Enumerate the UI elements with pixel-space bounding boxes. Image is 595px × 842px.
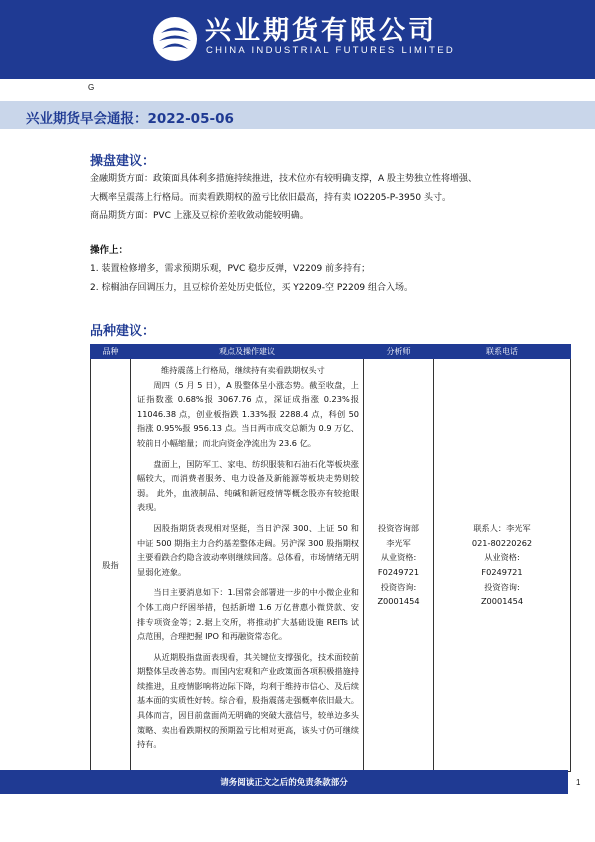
analyst-line: 投资咨询部	[378, 523, 419, 534]
contact-cell	[434, 359, 571, 772]
operation-item: 2. 棕榈油存回调压力，且豆棕价差处历史低位，买 Y2209-空 P2209 组合入场。	[90, 283, 414, 293]
analyst-line: F0249721	[377, 567, 420, 577]
contact-line: 投资咨询:	[484, 581, 520, 592]
variety-table	[90, 344, 571, 772]
page-number: 1	[576, 778, 581, 787]
analyst-line: Z0001454	[377, 596, 420, 607]
page-header	[0, 0, 595, 79]
view-cell	[131, 359, 364, 772]
company-logo-icon	[152, 16, 198, 62]
column-header: 品种	[91, 345, 131, 359]
company-name-en: CHINA INDUSTRIAL FUTURES LIMITED	[206, 45, 456, 56]
operation-paragraph: 金融期货方面：政策面具体利多措施持续推进，技术位亦有较明确支撑，A 股主势独立性将增强、	[90, 174, 478, 184]
footer-disclaimer: 请务阅读正文之后的免责条款部分	[220, 778, 348, 788]
view-headline: 维持震荡上行格局，继续持有卖看跌期权头寸	[161, 365, 325, 375]
column-header: 联系电话	[434, 345, 571, 359]
contact-line: 从业资格:	[484, 552, 520, 563]
operations-heading: 操作上：	[90, 245, 129, 256]
contact-line: 联系人：李光军	[473, 523, 531, 534]
table-header-row	[91, 345, 571, 359]
view-paragraph: 从近期股指盘面表现看，其关键位支撑强化，技术面较前期整体呈改善态势。而国内宏观和产业政策面各项积极措施持续推进，且疫情影响将边际下降，均利于维持市信心、及后续基本面的实质性好转。综合看，股指震荡走强概率依旧最大。具体而言，因目前盘面尚无明确的突破大涨信号，较单边多头策略、卖出看跌期权的预期盈亏比相对更高，该头寸仍可继续持有。	[137, 651, 359, 750]
operation-paragraph: 大概率呈震荡上行格局。而卖看跌期权的盈亏比依旧最高，持有卖 IO2205-P-3950 头寸。	[90, 193, 451, 203]
column-header: 观点及操作建议	[131, 345, 364, 359]
operation-section-title: 操盘建议：	[90, 154, 156, 169]
category-cell: 股指	[91, 359, 131, 772]
analyst-line: 李光军	[386, 537, 411, 548]
analyst-line: 从业资格:	[380, 552, 417, 563]
analyst-line: 投资咨询:	[380, 581, 417, 592]
column-header: 分析师	[364, 345, 434, 359]
contact-line: F0249721	[481, 567, 523, 577]
view-paragraph: 盘面上，国防军工、家电、纺织服装和石油石化等板块涨幅较大，而消费者服务、电力设备及新能源等板块走势则较弱。 此外，血液制品、纯碱和新冠疫情等概念股亦有较抢眼表现。	[137, 458, 359, 513]
variety-section-title: 品种建议：	[90, 324, 156, 339]
operation-item: 1. 装置检修增多，需求预期乐观，PVC 稳步反弹，V2209 前多持有；	[90, 264, 371, 274]
contact-line: Z0001454	[480, 596, 524, 607]
analyst-cell	[364, 359, 434, 772]
report-title: 兴业期货早会通报：2022-05-06	[26, 111, 234, 127]
view-paragraph: 周四（5 月 5 日），A 股整体呈小涨态势。截至收盘，上证指数涨 0.68%报 3067.76 点，深证成指涨 0.23%报 11046.38 点，创业板指跌 1.33%报 2288.4 点，科创 50 指涨 0.95%报 956.13 点。当日两市成交总额为 0.9 万亿、较前日小幅缩量；而北向资金净流出为 23.6 亿。	[137, 379, 359, 448]
contact-line: 021-80220262	[471, 537, 533, 548]
table-row	[91, 359, 571, 772]
view-paragraph: 因股指期货表现相对坚挺，当日沪深 300、上证 50 和中证 500 期指主力合约基差整体走阔。另沪深 300 股指期权主要看跌合约隐含波动率则继续回落。总体看，市场情绪无明显弱化迹象。	[137, 522, 359, 577]
view-paragraph: 当日主要消息如下：1.国常会部署进一步的中小微企业和个体工商户纾困举措，包括新增 1.6 万亿普惠小微贷款、安排专项资金等；2.据上交所，将推动扩大基础设施 REITs 试点范围，合理把握 IPO 和再融资常态化。	[137, 587, 359, 642]
company-name-cn: 兴业期货有限公司	[205, 16, 438, 46]
page-mark: G	[88, 83, 95, 92]
operation-paragraph: 商品期货方面：PVC 上涨及豆棕价差收敛动能较明确。	[90, 211, 309, 221]
